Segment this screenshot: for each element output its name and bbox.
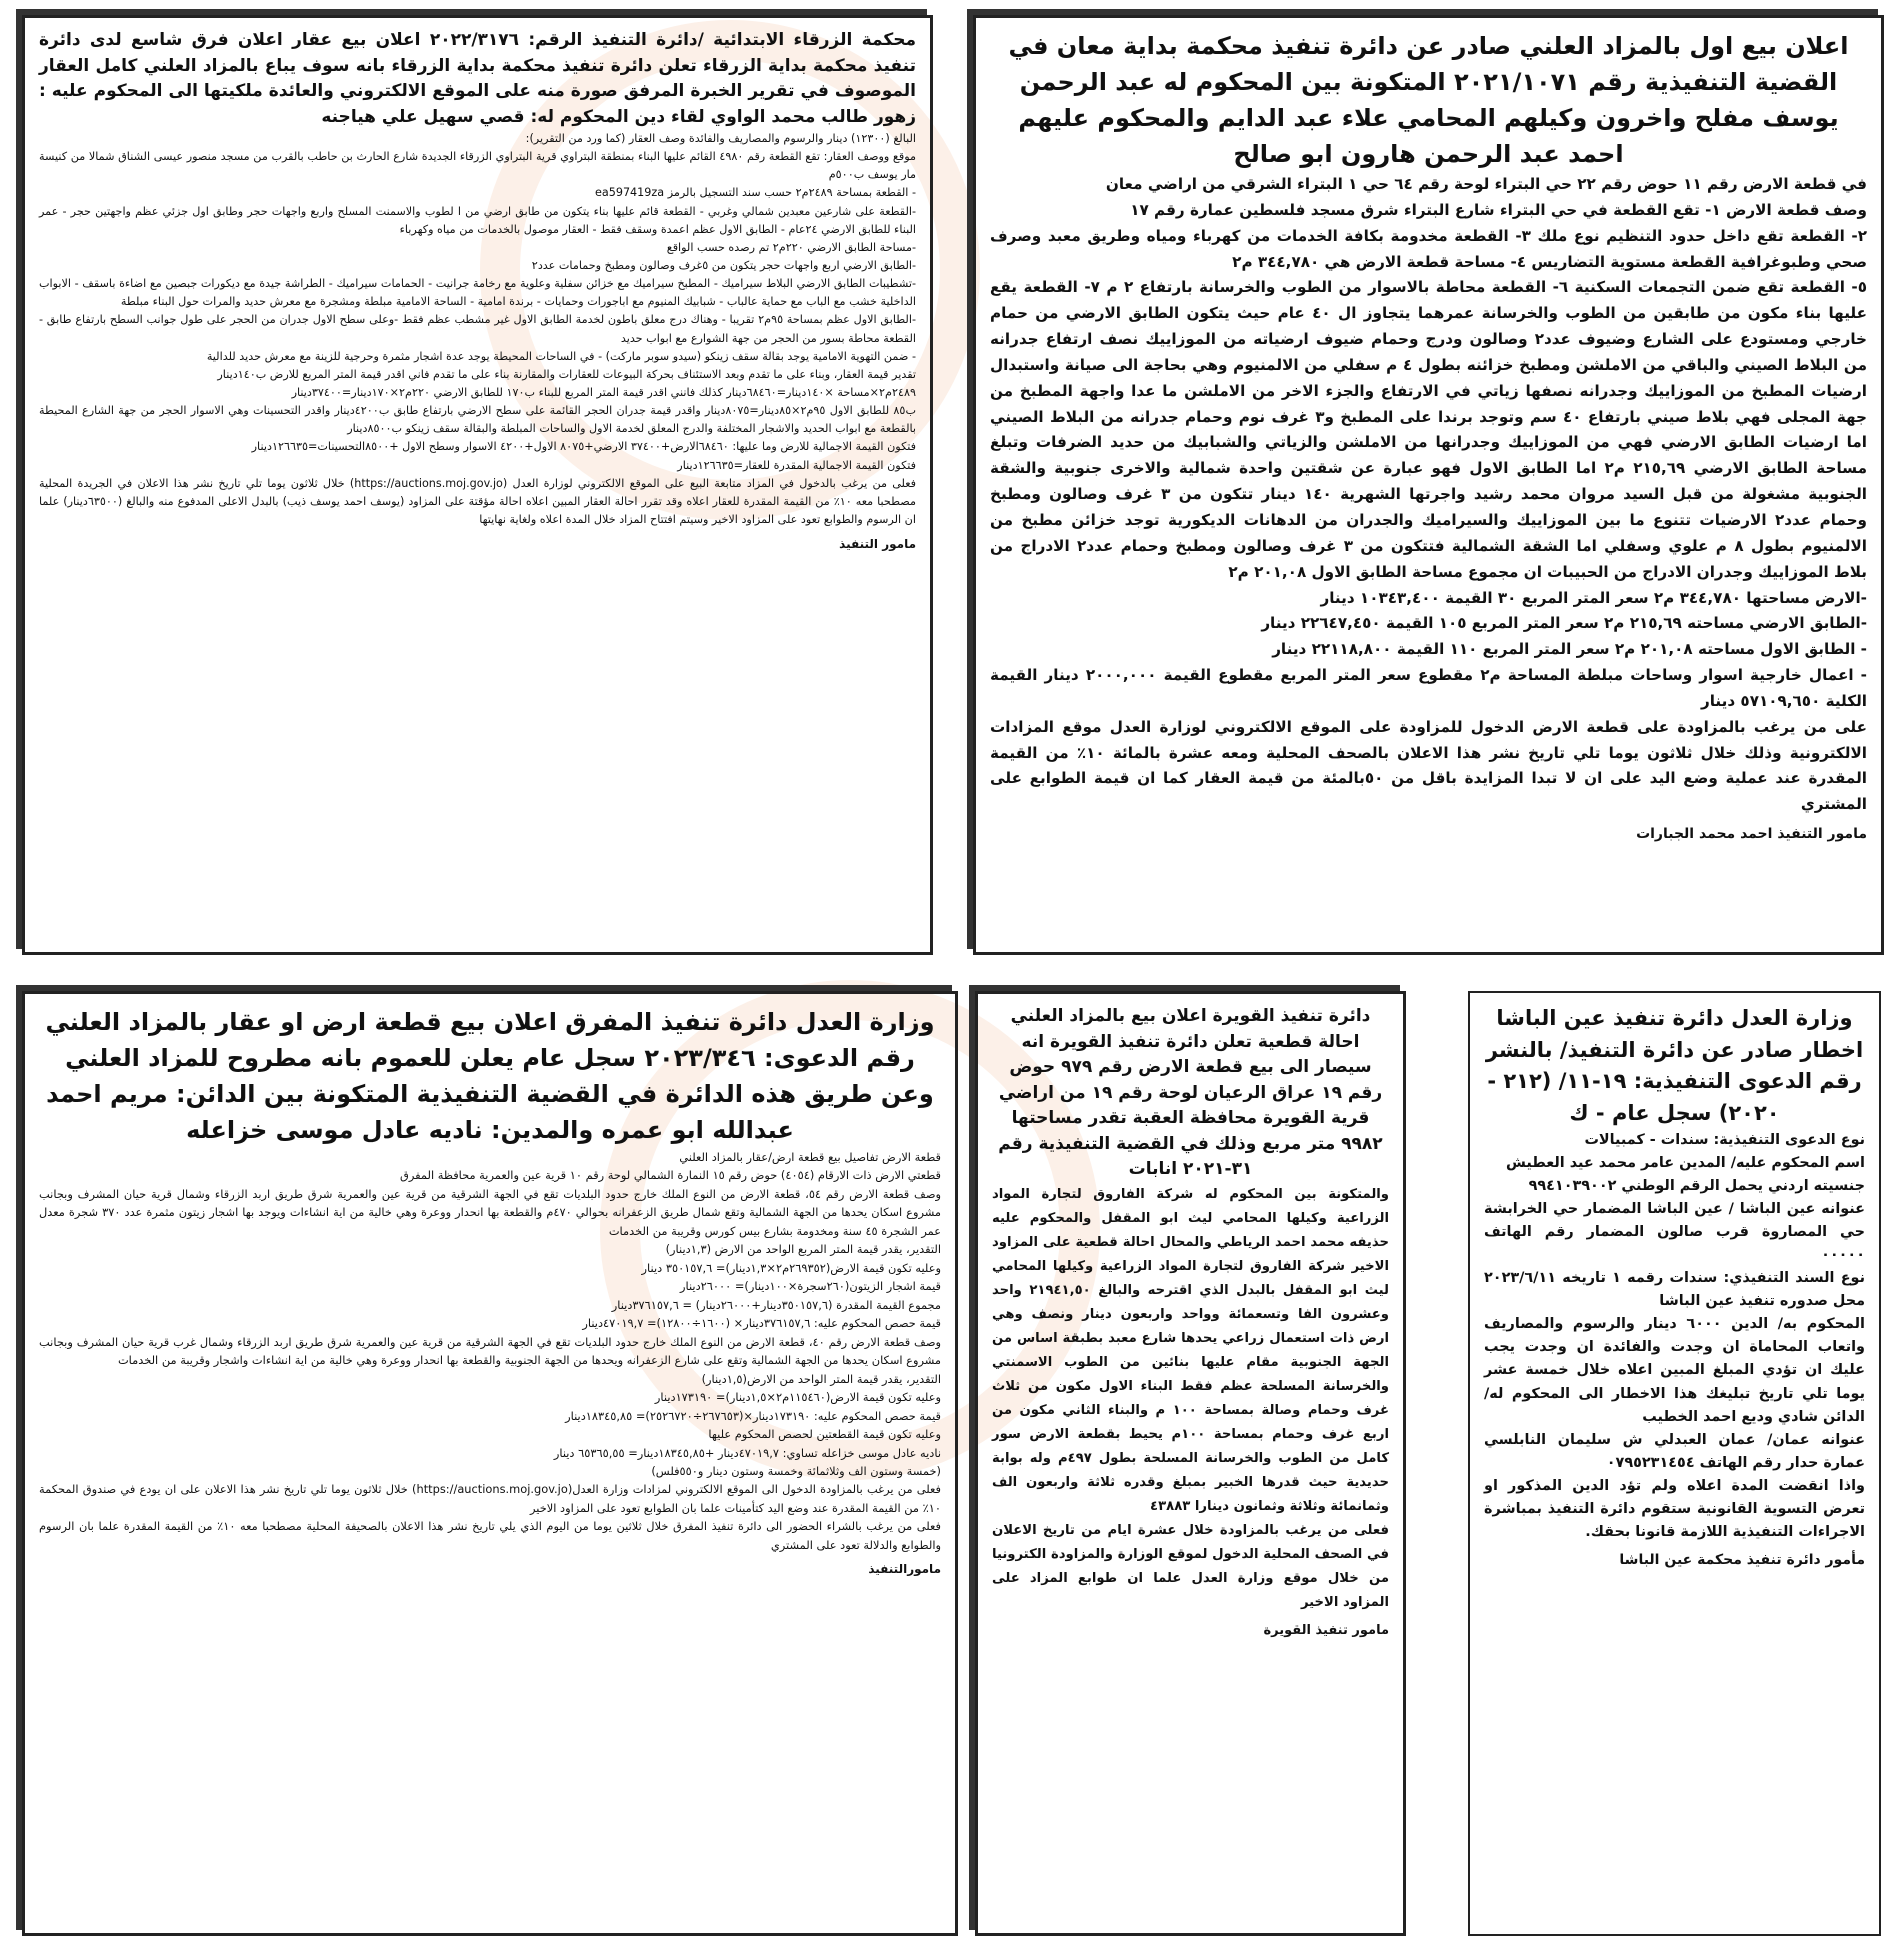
- notice-paragraph: ٢- القطعة تقع داخل حدود التنظيم نوع ملك ٣- القطعة مخدومة بكافة الخدمات من كهرباء ومياه وطريق معبد وصرف صحي وطبوغرافية القطعة مستوية التضاريس ٤- مساحة قطعة الارض هي ٣٤٤,٧٨٠ م٢: [990, 226, 1867, 271]
- notice-paragraph: -القطعة على شارعين معبدين شمالي وغربي - القطعة قائم عليها بناء يتكون من طابق ارضي من ا لطوب والاسمنت المسلح واربع واجهات حجر وطابق اول جزئي عظم واجهتين حجر - عمر البناء للطابق الارضي ٢٤عام - الطابق الاول عظم اعمدة وسقف فقط - العقار موصول بالخدمات من مياه وكهرباء: [39, 204, 916, 236]
- notice-paragraph: -الارض مساحتها ٣٤٤,٧٨٠ م٢ سعر المتر المربع ٣٠ القيمة ١٠٣٤٣,٤٠٠ دينار: [1320, 588, 1867, 607]
- notice-paragraph: فتكون القيمة الاجمالية للارض وما عليها: ٦٨٤٦٠الارض+٣٧٤٠٠ الارضي+٨٠٧٥ الاول+٤٢٠٠ الاسوار وسطح الاول +٨٥٠٠التحسينات=١٢٦٦٣٥دينار: [251, 440, 916, 454]
- notice-paragraph: قيمة حصص المحكوم عليه: ١٧٣١٩٠دينار×(٢٦٧٦٥٣÷٢٥٢٦٧٢٠)= ١٨٣٤٥,٨٥دينار: [565, 1408, 941, 1423]
- notice-paragraph: وصف قطعة الارض رقم ٥٤، قطعة الارض من النوع الملك خارج حدود البلديات تقع في الجهة الشرقية من قرية عين والعمرية شرق طريق اربد الزرقاء وشمال قرية حيان المشرف وبجانب مشروع اسكان يحدها من الجهة الشمالية وتقع شمال طريق الزعفرانه بحوالي ٤٧٠م والقطعة بها انحدار ووعرة وهي خالية من اية انشاءات ويوجد بها اشجار زيتون مثمرة عدد ٣٧٠ شجرة معدل عمر الشجرة ٤٥ سنة ومخدومة بشارع بيس كورس وقريبة من الخدمات: [39, 1186, 941, 1238]
- notice-paragraph: قيمة حصص المحكوم عليه: ٣٧٦١٥٧,٦دينار× (١٦٠٠÷١٢٨٠٠)= ٤٧٠١٩,٧دينار: [582, 1316, 941, 1331]
- notice-paragraph: وصف قطعة الارض رقم ٤٠، قطعة الارض من النوع الملك خارج حدود البلديات تقع في الجهة الشرقية من قرية عين والعمرية شرق طريق اربد الزرقاء وشمال غرب قرية حيان المشرف وبجانب مشروع اسكان يحدها من الجهة الشمالية وتقع على شارع الزعفرانه ويحدها من الجهة الجنوبية والقطعة بها انحدار ووعرة وهي خالية من اية انشاءات واشجار وقريبة من الخدمات: [39, 1334, 942, 1368]
- notice-ain-albasha-notification: [1468, 991, 1881, 1936]
- notice-paragraph: وعليه تكون قيمة القطعتين لحصص المحكوم عليها: [708, 1427, 941, 1442]
- notice-body: [992, 1183, 1389, 1615]
- notice-paragraph: واذا انقضت المدة اعلاه ولم تؤد الدين المذكور او تعرض التسوية القانونية ستقوم دائرة التنفيذ بمباشرة الاجراءات التنفيذية اللازمة قانونا بحقك.: [1484, 1477, 1865, 1540]
- notice-paragraph: نوع الدعوى التنفيذية: سندات - كمبيالات: [1584, 1132, 1865, 1148]
- notice-zarqa-auction: [22, 15, 933, 955]
- notice-paragraph: فعلى من يرغب بالمزاودة الدخول الى الموقع الالكتروني لمزادات وزارة العدل(https://auctions.moj.gov.jo) خلال ثلاثون يوما تلي تاريخ نشر هذا الاعلان على ان يودع في صندوق المحكمة ١٠٪ من القيمة المقدرة عند وضع اليد كتأمينات علما بان الطوابع تعود على المزاود الاخير: [39, 1482, 942, 1515]
- notice-paragraph: البالغ (١٢٣٠٠) دينار والرسوم والمصاريف والفائدة وصف العقار (كما ورد من التقرير):: [525, 132, 916, 145]
- notice-paragraph: وعليه تكون قيمة الارض(٢٦٩٣٥٢م٢×١,٣دينار)= ٣٥٠١٥٧,٦ دينار: [641, 1260, 941, 1275]
- notice-title: دائرة تنفيذ القويرة اعلان بيع بالمزاد العلني احالة قطعية تعلن دائرة تنفيذ القويرة انه سيصار الى بيع قطعة الارض رقم ٩٧٩ حوض رقم ١٩ عراق الرعيان لوحة رقم ١٩ من اراضي قرية القويرة محافظة العقبة تقدر مساحتها ٩٩٨٢ متر مربع وذلك في القضية التنفيذية رقم ٣١-٢٠٢١ انابات: [998, 1006, 1383, 1179]
- notice-paragraph: مجموع القيمة المقدرة (٣٥٠١٥٧,٦دينار+٢٦٠٠٠دينار) = ٣٧٦١٥٧,٦دينار: [611, 1297, 941, 1312]
- notice-quwaira-auction: [975, 991, 1406, 1936]
- notice-paragraph: ب٨٥ للطابق الاول ٩٥م٢×٨٥دينار=٨٠٧٥دينار واقدر قيمة جدران الحجر القائمة على سطح الارضي بارتفاع طابق ب٤٢٠٠دينار واقدر التحسينات وهي الاسوار الحجر من جهة الشارع المحيطة بالقطعة مع ابواب الحديد والاشجار المختلفة والدرج المعلق لخدمة الاول والساحات المبلطة والبقالة سقف زينكو ب٨٥٠٠دينار: [39, 404, 916, 436]
- notice-paragraph: فعلى من يرغب بالدخول في المزاد متابعة البيع على الموقع الالكتروني لوزارة العدل (https://auctions.moj.gov.jo) خلال ثلاثون يوما تلي تاريخ نشر هذا الاعلان في الجريدة المحلية مصطحبا معه ١٠٪ من القيمة المقدرة للعقار اعلاه وقد تقرر احالة العقار المبين اعلاه احالة مؤقتة على المزاود (يوسف احمد يوسف ذيب) بالبدل الاعلى المدفوع منه والبالغ (٦٣٥٠٠دينار) علما ان الرسوم والطوابع تعود على المزاود الاخير وسيتم افتتاح المزاد خلال المدة اعلاه ولغاية نهايتها: [39, 476, 916, 526]
- notice-paragraph: - الطابق الاول مساحته ٢٠١,٠٨ م٢ سعر المتر المربع ١١٠ القيمة ٢٢١١٨,٨٠٠ دينار: [1272, 640, 1867, 659]
- notice-paragraph: -مساحة الطابق الارضي ٢٢٠م٢ تم رصده حسب الواقع: [666, 240, 916, 254]
- notice-paragraph: وصف قطعة الارض ١- تقع القطعة في حي البتراء شارع البتراء شرق مسجد فلسطين عمارة رقم ١٧: [1130, 200, 1867, 219]
- notice-body: [39, 130, 916, 529]
- notice-body: [990, 172, 1867, 818]
- notice-paragraph: عنوانه عين الباشا / عين الباشا المضمار حي الخرابشة حي المصاروة قرب صالون المضمار رقم الهاتف ٠٠٠٠٠: [1484, 1201, 1865, 1264]
- notice-mafraq-auction: [22, 991, 958, 1936]
- notice-paragraph: -الطابق الارضي مساحته ٢١٥,٦٩ م٢ سعر المتر المربع ١٠٥ القيمة ٢٢٦٤٧,٤٥٠ دينار: [1261, 614, 1867, 633]
- notice-paragraph: فعلى من يرغب بالشراء الحضور الى دائرة تنفيذ المفرق خلال ثلاثين يوما من اليوم الذي يلي تاريخ نشر هذا الاعلان بالصحيفة المحلية مصطحبا معه ١٠٪ من القيمة المقدرة علما بان الرسوم والطوابع والدلالة تعود على المشتري: [39, 1519, 941, 1552]
- notice-paragraph: فعلى من يرغب بالمزاودة خلال عشرة ايام من تاريخ الاعلان في الصحف المحلية الدخول لموقع الوزارة والمزاودة الكترونيا من خلال موقع وزارة العدل علما ان طوابع المزاد على المزاود الاخير: [992, 1522, 1389, 1610]
- notice-paragraph: (خمسة وستون الف وثلاثمائة وخمسة وستون دينار و٥٥٠فلس): [651, 1463, 941, 1478]
- notice-paragraph: نوع السند التنفيذي: سندات رقمه ١ تاريخه ٢٠٢٣/٦/١١ محل صدوره تنفيذ عين الباشا: [1484, 1270, 1865, 1310]
- notice-signature: مامور التنفيذ: [839, 537, 916, 552]
- notice-paragraph: قطعة الارض تفاصيل بيع قطعة ارض/عقار بالمزاد العلني: [679, 1150, 941, 1164]
- notice-title: اعلان بيع اول بالمزاد العلني صادر عن دائرة تنفيذ محكمة بداية معان في القضية التنفيذية رقم ٢٠٢١/١٠٧١ المتكونة بين المحكوم له عبد الرحمن يوسف مفلح واخرون وكيلهم المحامي علاء عبد الدايم والمحكوم عليهم احمد عبد الرحمن هارون ابو صالح: [1008, 32, 1849, 168]
- notice-signature: مامورالتنفيذ: [868, 1562, 941, 1577]
- notice-paragraph: قيمة اشجار الزيتون(٢٦٠سجرة×١٠٠دينار)= ٢٦٠٠٠دينار: [679, 1279, 941, 1294]
- notice-paragraph: والمتكونة بين المحكوم له شركة الفاروق لتجارة المواد الزراعية وكيلها المحامي ليث ابو المقفل والمحكوم عليه حذيفه محمد احمد الرياطي والمحال احالة قطعية على المزاود الاخير شركة الفاروق لتجارة المواد الزراعية وكيلها المحامي ليث ابو المقفل بالبدل الذي اقترحه والبالغ ٢١٩٤١,٥٠ واحد وعشرون الفا وتسعمائة وواحد واربعون دينار ونصف وهي ارض ذات استعمال زراعي يحدها شارع معبد بطبقة اساس من الجهة الجنوبية مقام عليها بنائين من الطوب الاسمنتي والخرسانة المسلحة عظم فقط البناء الاول مكون من ثلاث غرف وحمام وصالة بمساحة ١٠٠ م والبناء الثاني مكون من اربع غرف وحمام بمساحة ١٠٠م يحيط بقطعة الارض سور كامل من الطوب والخرسانة المسلحة بطول ٤٩٧م وله بوابة حديدية حيث قدرها الخبير بمبلغ وقدره ثلاثة واربعون الف وثمانمائة وثلاثة وثمانون دينارا ٤٣٨٨٣: [992, 1186, 1389, 1514]
- notice-paragraph: جنسيته اردني يحمل الرقم الوطني ٩٩٤١٠٣٩٠٠٢: [1528, 1178, 1865, 1195]
- notice-paragraph: على من يرغب بالمزاودة على قطعة الارض الدخول للمزاودة على الموقع الالكتروني لوزارة العدل موقع المزادات الالكترونية وذلك خلال ثلاثون يوما تلي تاريخ نشر هذا الاعلان بالصحف المحلية ومعه عشرة بالمائة ١٠٪ من القيمة المقدرة عند عملية وضع اليد على ان لا تبدا المزايدة باقل من ٥٠بالمئة من قيمة العقار كما ان قيمة الطوابع على المشتري: [990, 717, 1867, 814]
- notice-body: [1484, 1129, 1865, 1544]
- notice-paragraph: -تشطيبات الطابق الارضي البلاط سيراميك - المطبخ سيراميك مع خزائن سفلية وعلوية مع رخامة جرانيت - الحمامات سيراميك - الطراشة جيدة مع ديكورات جبصين مع اضاءة باسقف - الابواب الداخلية خشب مع الباب مع حماية عالباب - شبابيك المنيوم مع اباجورات وحمايات - برندة امامية - الساحة الامامية مبلطة ومشجرة مع معرش حديد والمرات حول البناء مبلطة: [39, 277, 916, 309]
- notice-paragraph: -الطابق الاول عظم بمساحة ٩٥م٢ تقريبا - وهناك درج معلق باطون لخدمة الطابق الاول غير مشطب عظم فقط -وعلى سطح الاول جدران من الحجر على طول جوانب السطح بارتفاع طابق - القطعة محاطة بسور من الحجر من جهة الشوارع مع ابواب حديد: [39, 313, 916, 345]
- notice-title: وزارة العدل دائرة تنفيذ عين الباشا اخطار صادر عن دائرة التنفيذ/ بالنشر رقم الدعوى التنفيذية: ١٩-١١/ (٢١٢ - ٢٠٢٠) سجل عام - ك: [1485, 1006, 1864, 1125]
- notice-paragraph: التقدير، يقدر قيمة المتر الواحد من الارض(١,٥دينار): [701, 1371, 941, 1386]
- notice-paragraph: عنوانه عمان/ عمان العبدلي ش سليمان النابلسي عمارة حدار رقم الهاتف ٠٧٩٥٢٣١٤٥٤: [1484, 1431, 1865, 1471]
- notice-paragraph: اسم المحكوم عليه/ المدين عامر محمد عيد العطيش: [1506, 1155, 1865, 1172]
- notice-paragraph: ناديه عادل موسى خزاعله تساوي: ٤٧٠١٩,٧دينار +١٨٣٤٥,٨٥دينار= ٦٥٣٦٥,٥٥ دينار: [553, 1445, 941, 1460]
- notice-signature: مأمور دائرة تنفيذ محكمة عين الباشا: [1619, 1551, 1865, 1568]
- notice-paragraph: فتكون القيمة الاجمالية المقدرة للعقار=١٢٦٦٣٥دينار: [677, 458, 916, 472]
- notice-paragraph: - اعمال خارجية اسوار وساحات مبلطة المساحة م٢ مقطوع سعر المتر المربع مقطوع القيمة ٢٠٠٠,٠٠٠ دينار القيمة الكلية ٥٧١٠٩,٦٥٠ دينار: [990, 666, 1867, 710]
- notice-signature: مامور التنفيذ احمد محمد الجبارات: [1636, 826, 1867, 843]
- notice-paragraph: موقع ووصف العقار: تقع القطعة رقم ٤٩٨٠ القائم عليها البناء بمنطقة البتراوي قرية البتراوي الزرقاء الجديدة شارع الحارث بن حاطب بالقرب من مسجد منصور عيسى الشناق شمالا من كنيسة مار يوسف ب٥٠٠م: [39, 150, 916, 182]
- notice-paragraph: التقدير، يقدر قيمة المتر المربع الواحد من الارض (١,٣دينار): [665, 1242, 941, 1257]
- notice-paragraph: وعليه تكون قيمة الارض(١١٥٤٦٠م٢×١,٥دينار)= ١٧٣١٩٠دينار: [654, 1390, 941, 1405]
- notice-paragraph: ٢٤٨٩م٢×مساحة ×١٤٠دينار=٦٨٤٦٠دينار كذلك فانني اقدر قيمة المتر المربع للبناء ب١٧٠ للطابق الارضي ٢٢٠م٢×١٧٠دينار=٣٧٤٠٠دينار: [291, 385, 916, 399]
- notice-paragraph: المحكوم به/ الدين ٦٠٠٠ دينار والرسوم والمصاريف واتعاب المحاماة ان وجدت والفائدة ان وجدت يجب عليك ان تؤدي المبلغ المبين اعلاه خلال خمسة عشر يوما تلي تاريخ تبليغك هذا الاخطار الى المحكوم له/ الدائن شادي وديع احمد الخطيب: [1484, 1316, 1865, 1425]
- notice-signature: مامور تنفيذ القويرة: [1263, 1622, 1389, 1638]
- notice-paragraph: - القطعة بمساحة ٢٤٨٩م٢ حسب سند التسجيل بالرمز ea597419za: [594, 186, 916, 200]
- notice-paragraph: قطعتي الارض ذات الارقام (٤٠٥٤) حوض رقم ١٥ النمارة الشمالي لوحة رقم ١٠ قرية عين والعمرية محافظة المفرق: [400, 1168, 941, 1183]
- notice-title: وزارة العدل دائرة تنفيذ المفرق اعلان بيع قطعة ارض او عقار بالمزاد العلني رقم الدعوى: ٢٠٢٣/٣٤٦ سجل عام يعلن للعموم بانه مطروح للمزاد العلني وعن طريق هذه الدائرة في القضية التنفيذية المتكونة بين الدائن: مريم احمد عبدالله ابو عمره والمدين: ناديه عادل موسى خزاعله: [45, 1008, 935, 1144]
- notice-maan-auction: [973, 15, 1884, 955]
- notice-body: [39, 1148, 941, 1554]
- notice-paragraph: تقدير قيمة العقار، وبناء على ما تقدم وبعد الاستئناف بحركة البيوعات للعقارات والمقارنة بناء على ما تقدم فاني اقدر قيمة المتر المربع للارض ب١٤٠دينار: [217, 367, 916, 381]
- notice-paragraph: في قطعة الارض رقم ١١ حوض رقم ٢٢ حي البتراء لوحة رقم ٦٤ حي ١ البتراء الشرقي من اراضي معان: [1105, 175, 1867, 193]
- notice-title: محكمة الزرقاء الابتدائية /دائرة التنفيذ الرقم: ٢٠٢٢/٣١٧٦ اعلان بيع عقار اعلان فرق شاسع لدى دائرة تنفيذ محكمة بداية الزرقاء تعلن دائرة تنفيذ محكمة بداية الزرقاء بانه سوف يباع بالمزاد العلني كامل العقار الموصوف في تقرير الخبرة المرفق صورة منه على الموقع الالكتروني والعائدة ملكيتها الى المحكوم عليه : زهور طالب محمد الواوي لقاء دين المحكوم له: قصي سهيل علي هياجنه: [39, 30, 916, 127]
- notice-paragraph: ٥- القطعة تقع ضمن التجمعات السكنية ٦- القطعة محاطة بالاسوار من الطوب والخرسانة بارتفاع ٢ م ٧- القطعة يقع عليها بناء مكون من طابقين من الطوب والخرسانة عمرهما يتجاوز ال ٤٠ عام حيث يتكون الطابق الارضي من حمام خارجي ومستودع على الشارع وضيوف عدد٢ وصالون ودرج وحمام ضيوف ارضياته من الموزاييك نصف ارتفاع جدرانه من البلاط الصيني والباقي من الاملشن ومطبخ خزائنه بطول ٤ م سفلي من الالمنيوم وهي بحاجة الى صيانة واستبدال ارضيات المطبخ من الموزاييك وجدرانه نصفها زياتي في الارتفاع والجزء الاخر من الاملشن ما عدا واجهة المطبخ من جهة المجلى فهي بلاط صيني بارتفاع ٤٠ سم وتوجد برندا على المطبخ و٣ غرف نوم وحمام جدرانه من البلاط الصيني اما ارضيات الطابق الارضي فهي من الموزاييك وجدرانها من الاملشن والزياتي والشبابيك من حديد الضرفات وتبلغ مساحة الطابق الارضي ٢١٥,٦٩ م٢ اما الطابق الاول فهو عبارة عن شقتين واحدة شمالية والاخرى جنوبية والشقة الجنوبية مشغولة من قبل السيد مروان محمد رشيد واجرتها الشهرية ١٤٠ دينار تتكون من ٣ غرف وصالون ومطبخ وحمام عدد٢ الارضيات تتنوع ما بين الموزاييك والسيراميك والجدران من الدهانات الديكورية توجد خزائن مطبخ من الالمنيوم بطول ٨ م علوي وسفلي اما الشقة الشمالية فتتكون من ٣ غرف وصالون ومطبخ وحمام عدد٢ الادراج من بلاط الموزاييك وجدران الادراج من الحبيبات ان مجموع مساحة الطابق الاول ٢٠١,٠٨ م٢: [990, 278, 1868, 581]
- notice-paragraph: -الطابق الارضي اربع واجهات حجر يتكون من ٥غرف وصالون ومطبخ وحمامات عدد٢: [531, 258, 916, 272]
- notice-paragraph: - ضمن التهوية الامامية يوجد بقالة سقف زينكو (سيدو سوبر ماركت) - في الساحات المحيطة يوجد عدة اشجار مثمرة وحرجية للزينة مع معرش حديد للدالية: [206, 349, 916, 363]
